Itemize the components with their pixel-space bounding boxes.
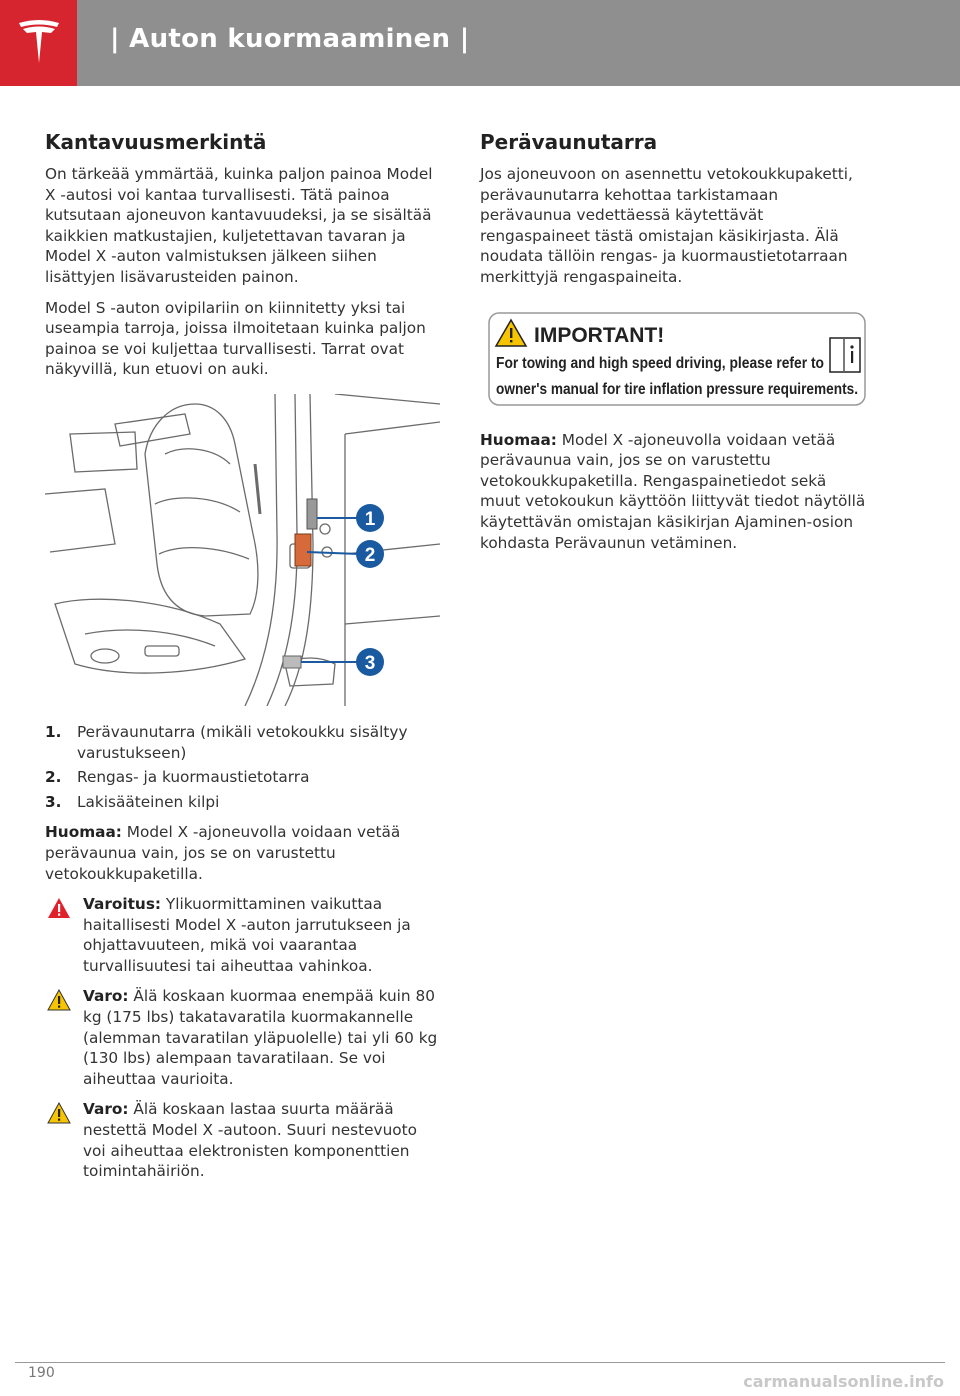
warning-icon (47, 897, 71, 919)
paragraph-trailer-label: Jos ajoneuvoon on asennettu vetokoukkupaketti, perävaunutarra kehottaa tarkistamaan perävaunua vedettäessä käytettävät rengaspaineet tästä omistajan käsikirjasta. Älä noudata tällöin rengas- ja kuormaustietotarraan merkittyjä rengaspaineita. (480, 165, 853, 286)
caution-block-liquid: Varo: Älä koskaan lastaa suurta määrää nestettä Model X -autoon. Suuri nestevuoto voi aiheuttaa elektronisten komponenttien toimintahäiriön. (45, 1099, 440, 1181)
callout-3 (356, 648, 384, 676)
list-item: 3. Lakisääteinen kilpi (45, 792, 220, 811)
callout-2 (356, 540, 384, 568)
tesla-logo (0, 0, 77, 86)
page-number: 190 (28, 1365, 55, 1381)
warning-block: Varoitus: Ylikuormittaminen vaikuttaa haitallisesti Model X -auton jarrutukseen ja ohjattavuuteen, mikä voi vaarantaa turvallisuutesi tai aiheuttaa vahinkoa. (45, 894, 440, 976)
page-header (0, 0, 960, 86)
svg-text:IMPORTANT!: IMPORTANT! (534, 323, 665, 347)
paragraph-door-pillar-labels: Model S -auton ovipilariin on kiinnitetty yksi tai useampia tarroja, joissa ilmoitetaan kuinka paljon painoa se voi kuljettaa turvallisesti. Tarrat ovat näkyvillä, kun etuovi on auki. (45, 298, 426, 379)
svg-text:owner's manual for tire inflat: owner's manual for tire inflation pressure requirements. (496, 380, 858, 398)
svg-text:2: 2 (364, 544, 376, 566)
left-column (45, 130, 440, 1192)
label-list (45, 722, 440, 812)
section-heading-load-label: Kantavuusmerkintä (45, 130, 267, 154)
caution-icon (47, 989, 71, 1011)
chapter-title: | Auton kuormaaminen | (110, 24, 470, 54)
list-item: 2. Rengas- ja kuormaustietotarra (45, 768, 310, 787)
svg-text:For towing and high speed driv: For towing and high speed driving, please refer to (496, 354, 824, 372)
svg-text:3: 3 (364, 652, 376, 674)
paragraph-load-capacity: On tärkeää ymmärtää, kuinka paljon painoa Model X -autosi voi kantaa turvallisesti. Tätä painoa kutsutaan ajoneuvon kantavuudeksi, ja se sisältää kaikkien matkustajien, kuljetettavan tavaran ja Model X -auton valmistuksen jälkeen siihen lisättyjen lisävarusteiden painon. (45, 165, 433, 286)
watermark: carmanualsonline.info (743, 1372, 944, 1391)
right-column (480, 130, 870, 563)
manual-book-icon (830, 338, 860, 372)
note-trailer-tires: Huomaa: Model X -ajoneuvolla voidaan vetää perävaunua vain, jos se on varustettu vetokoukkupaketilla. Rengaspainetiedot sekä muut vetokoukun käyttöön liittyvät tiedot näytöllä käytettävän omistajan käsikirjan Ajaminen-osion kohdasta Perävaunun vetäminen. (480, 430, 866, 552)
note-towing: Huomaa: Model X -ajoneuvolla voidaan vetää perävaunua vain, jos se on varustettu vetokoukkupaketilla. (45, 823, 401, 883)
section-heading-trailer-label: Perävaunutarra (480, 130, 658, 154)
caution-block-cargo: Varo: Älä koskaan kuormaa enempää kuin 80 kg (175 lbs) takatavaratila kuormakannelle (alemman tavaratilan yläpuolelle) tai yli 60 kg (130 lbs) alempaan tavaratilaan. Se voi aiheuttaa vaurioita. (45, 986, 440, 1089)
important-sticker-image (488, 312, 866, 406)
callout-1 (356, 504, 384, 532)
caution-icon (47, 1102, 71, 1124)
door-pillar-illustration (45, 394, 440, 706)
list-item: 1. Perävaunutarra (mikäli vetokoukku sisältyy varustukseen) (45, 722, 408, 762)
svg-text:1: 1 (364, 508, 376, 530)
footer-divider (15, 1362, 945, 1363)
